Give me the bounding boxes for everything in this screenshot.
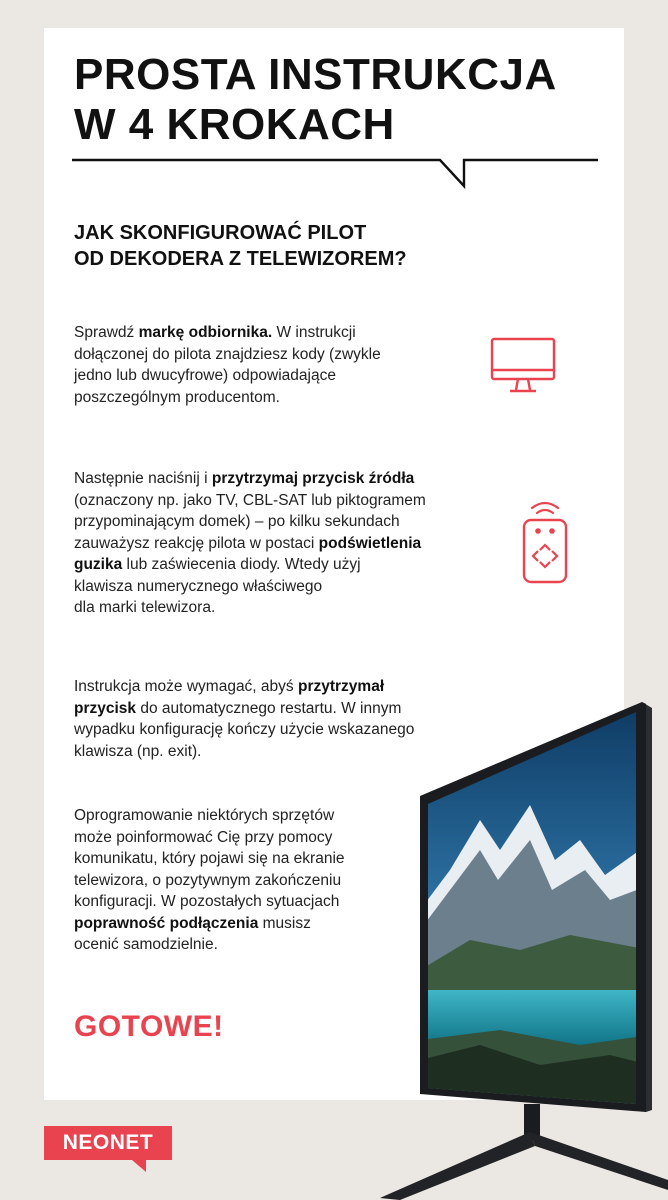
neonet-logo (44, 1126, 172, 1172)
tv-icon (380, 700, 668, 1200)
subtitle-line-2: OD DEKODERA Z TELEWIZOREM? (74, 248, 407, 270)
step-4-text: Oprogramowanie niektórych sprzętów może poinformować Cię przy pomocy komunikatu, który pojawi się na ekranie telewizora, o pozytywnym zakończeniu konfiguracji. W pozostałych sytuacjach poprawność podłączenia musisz ocenić samodzielnie. (74, 807, 345, 953)
subtitle-line-1: JAK SKONFIGUROWAĆ PILOT (74, 222, 367, 244)
monitor-icon (490, 336, 556, 396)
done-label: GOTOWE! (74, 1010, 224, 1043)
bold-phrase: guzika (74, 556, 123, 573)
step-2-text: Następnie naciśnij i przytrzymaj przycisk źródła (oznaczony np. jako TV, CBL-SAT lub piktogramem przypominającym domek) – po kilku sekundach zauważysz reakcję pilota w postaci podświetlenia guzika lub zaświecenia diody. Wtedy użyj klawisza numerycznego właściwego dla marki telewizora. (74, 470, 426, 616)
bold-phrase: poprawność podłączenia (74, 914, 259, 932)
section-subtitle (74, 220, 407, 272)
step-3-text: Instrukcja może wymagać, abyś przytrzymał przycisk do automatycznego restartu. W innym wypadku konfigurację kończy użycie wskazanego klawisza (np. exit). (74, 678, 415, 760)
bold-phrase: markę odbiornika. (138, 324, 273, 341)
title-line-1: PROSTA INSTRUKCJA (74, 50, 557, 99)
speech-bubble-divider (72, 150, 598, 190)
page-title (74, 50, 614, 150)
bold-phrase: przytrzymaj przycisk źródła (211, 470, 415, 487)
step-1-text: Sprawdź markę odbiornika. W instrukcji dołączonej do pilota znajdziesz kody (zwykle jedno lub dwucyfrowe) odpowiadające poszczególnym producentom. (74, 324, 381, 406)
bold-phrase: przycisk (74, 699, 137, 717)
bold-phrase: przytrzymał (297, 678, 385, 695)
logo-text: NEONET (44, 1126, 172, 1160)
title-line-2: W 4 KROKACH (74, 100, 395, 149)
remote-control-icon (518, 500, 572, 586)
logo-speech-tail (132, 1160, 146, 1172)
bold-phrase: podświetlenia (318, 534, 422, 552)
